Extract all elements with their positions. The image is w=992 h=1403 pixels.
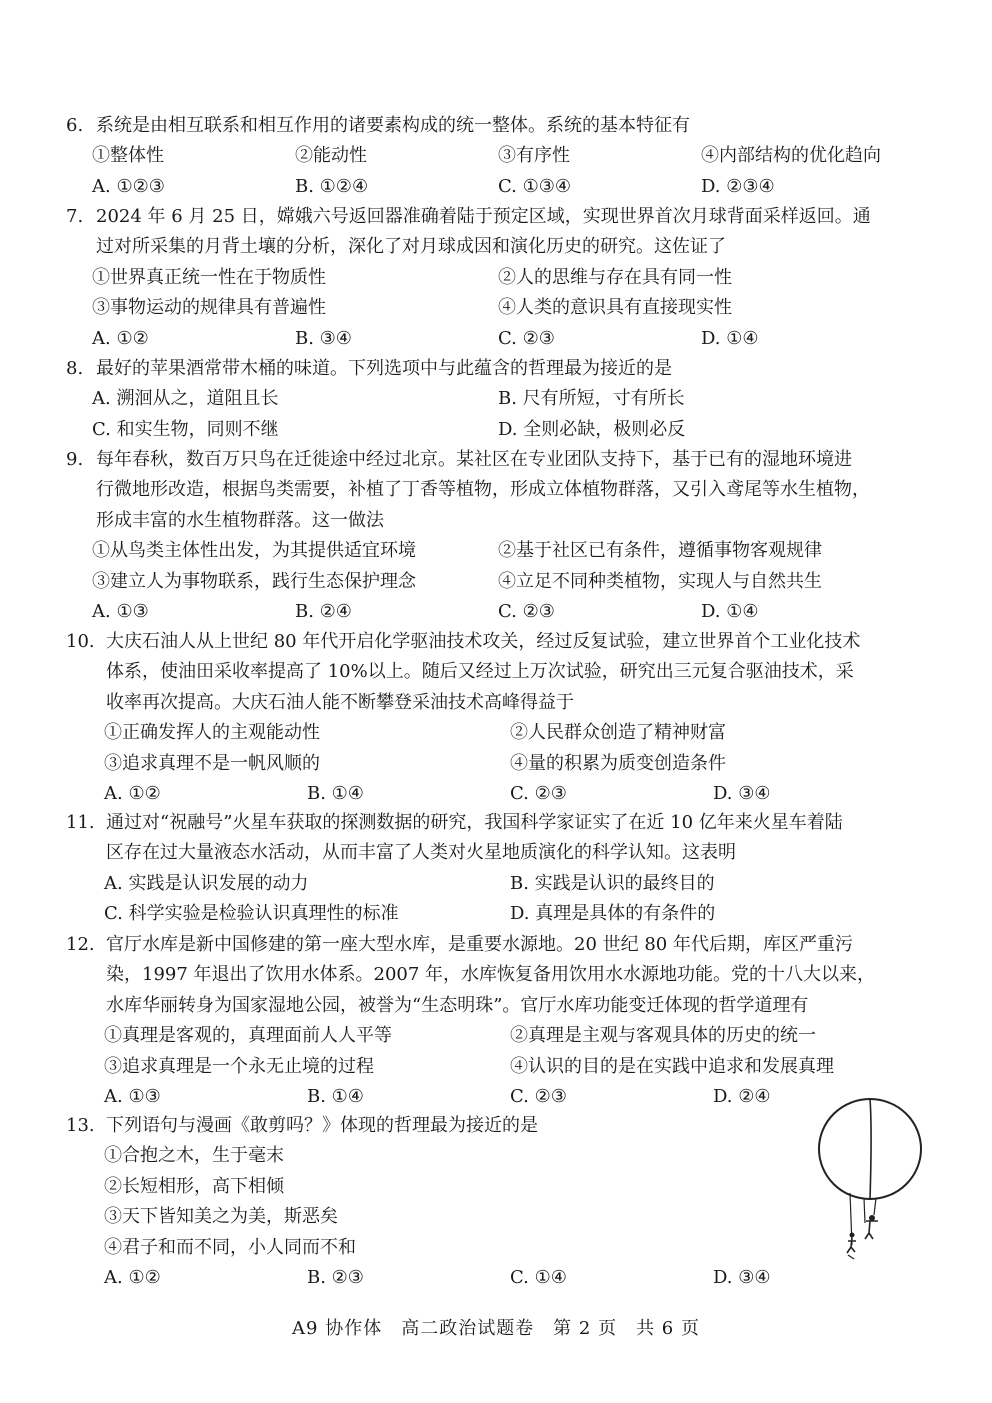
answer-option: D. ②③④ xyxy=(701,175,775,197)
answer-row xyxy=(66,172,936,202)
question-stem xyxy=(66,445,936,536)
answer-option: B. 实践是认识的最终目的 xyxy=(510,872,715,894)
answer-option: C. 科学实验是检验认识真理性的标准 xyxy=(104,903,399,925)
statement-row xyxy=(66,1233,936,1263)
question-stem xyxy=(66,930,936,1021)
statement-row xyxy=(66,718,936,748)
answer-option: B. 尺有所短，寸有所长 xyxy=(498,388,685,410)
statement: ①真理是客观的，真理面前人人平等 xyxy=(104,1025,392,1047)
statement: ③追求真理不是一帆风顺的 xyxy=(104,752,320,774)
statement-row xyxy=(66,141,936,171)
statement-row xyxy=(66,1141,936,1171)
answer-option: A. 溯洄从之，道阻且长 xyxy=(92,388,279,410)
question-7 xyxy=(66,202,936,354)
statement-row xyxy=(66,293,936,323)
statement-row xyxy=(66,567,936,597)
statement: ④认识的目的是在实践中追求和发展真理 xyxy=(510,1055,834,1077)
question-6 xyxy=(66,111,936,202)
statement: ④人类的意识具有直接现实性 xyxy=(498,297,732,319)
question-number: 11. xyxy=(66,812,95,833)
statement: ②人的思维与存在具有同一性 xyxy=(498,266,732,288)
answer-option: C. ②③ xyxy=(498,601,555,622)
answer-row xyxy=(66,779,936,809)
answer-option: A. ①② xyxy=(104,1266,161,1288)
answer-option: C. ②③ xyxy=(510,783,567,804)
answer-option: B. ②③ xyxy=(307,1266,364,1288)
stem-line: 形成丰富的水生植物群落。这一做法 xyxy=(96,509,384,531)
statement: ①世界真正统一性在于物质性 xyxy=(92,266,326,288)
answer-option: D. ②④ xyxy=(713,1086,771,1107)
statement-row xyxy=(66,1021,936,1051)
option-row xyxy=(66,869,936,899)
stem-line: 官厅水库是新中国修建的第一座大型水库，是重要水源地。20 世纪 80 年代后期，库区严重污 xyxy=(106,934,853,955)
question-stem xyxy=(66,627,936,718)
stem-line: 水库华丽转身为国家湿地公园，被誉为“生态明珠”。官厅水库功能变迁体现的哲学道理有 xyxy=(106,994,809,1016)
answer-option: C. ①③④ xyxy=(498,175,571,197)
answer-row xyxy=(66,1263,936,1293)
stem-line: 2024 年 6 月 25 日，嫦娥六号返回器准确着陆于预定区域，实现世界首次月球背面采样返回。通 xyxy=(96,206,871,227)
answer-option: D. ①④ xyxy=(701,601,759,622)
stem-line: 每年春秋，数百万只鸟在迁徙途中经过北京。某社区在专业团队支持下，基于已有的湿地环境进 xyxy=(96,449,852,470)
option-row xyxy=(66,384,936,414)
statement: ③建立人为事物联系，践行生态保护理念 xyxy=(92,570,416,592)
question-13 xyxy=(66,1111,936,1293)
stem-line: 体系，使油田采收率提高了 10%以上。随后又经过上万次试验，研究出三元复合驱油技术，采 xyxy=(106,661,854,683)
stem-line: 染，1997 年退出了饮用水体系。2007 年，水库恢复备用饮用水水源地功能。党的十八大以来， xyxy=(106,964,876,986)
question-stem xyxy=(66,354,936,384)
answer-option: D. ①④ xyxy=(701,327,759,349)
answer-option: A. ①②③ xyxy=(92,175,165,197)
answer-option: A. ①② xyxy=(104,783,161,804)
answer-option: B. ①④ xyxy=(307,1086,364,1107)
statement: ③事物运动的规律具有普遍性 xyxy=(92,297,326,319)
statement: ④内部结构的优化趋向 xyxy=(701,145,881,167)
answer-option: A. ①③ xyxy=(92,601,149,622)
answer-option: B. ①④ xyxy=(307,783,364,804)
stem-line: 区存在过大量液态水活动，从而丰富了人类对火星地质演化的科学认知。这表明 xyxy=(106,842,736,864)
statement-row xyxy=(66,1052,936,1082)
question-10 xyxy=(66,627,936,809)
page-footer: A9 协作体 高二政治试题卷 第 2 页 共 6 页 xyxy=(292,1318,700,1339)
statement: ②人民群众创造了精神财富 xyxy=(510,722,726,744)
answer-option: B. ②④ xyxy=(295,601,352,622)
statement: ③追求真理是一个永无止境的过程 xyxy=(104,1055,374,1077)
statement: ②真理是主观与客观具体的历史的统一 xyxy=(510,1025,816,1047)
stem-line: 通过对“祝融号”火星车获取的探测数据的研究，我国科学家证实了在近 10 亿年来火星车着陆 xyxy=(106,812,843,833)
stem-line: 下列语句与漫画《敢剪吗？》体现的哲理最为接近的是 xyxy=(106,1115,538,1136)
question-number: 8. xyxy=(66,358,84,379)
statement: ③天下皆知美之为美，斯恶矣 xyxy=(104,1206,338,1228)
answer-option: D. ③④ xyxy=(713,783,771,804)
answer-row xyxy=(66,324,936,354)
statement: ④量的积累为质变创造条件 xyxy=(510,752,726,774)
question-11 xyxy=(66,808,936,930)
answer-option: A. ①② xyxy=(92,327,149,349)
stem-line: 系统是由相互联系和相互作用的诸要素构成的统一整体。系统的基本特征有 xyxy=(96,115,690,136)
answer-option: C. ①④ xyxy=(510,1266,567,1288)
question-9 xyxy=(66,445,936,627)
question-number: 10. xyxy=(66,631,95,652)
stem-line: 大庆石油人从上世纪 80 年代开启化学驱油技术攻关，经过反复试验，建立世界首个工业化技术 xyxy=(106,631,861,652)
question-number: 7. xyxy=(66,206,84,227)
question-12 xyxy=(66,930,936,1112)
stem-line: 收率再次提高。大庆石油人能不断攀登采油技术高峰得益于 xyxy=(106,691,574,713)
question-stem xyxy=(66,202,936,263)
option-row xyxy=(66,415,936,445)
statement: ①合抱之木，生于毫末 xyxy=(104,1145,284,1167)
answer-row xyxy=(66,597,936,627)
answer-option: B. ①②④ xyxy=(295,175,369,197)
option-row xyxy=(66,899,936,929)
stem-line: 行微地形改造，根据鸟类需要，补植了丁香等植物，形成立体植物群落，又引入鸢尾等水生植物， xyxy=(96,479,870,501)
question-stem xyxy=(66,1111,936,1141)
answer-option: B. ③④ xyxy=(295,327,352,349)
statement-row xyxy=(66,1172,936,1202)
answer-row xyxy=(66,1082,936,1112)
question-number: 12. xyxy=(66,934,95,955)
answer-option: C. 和实生物，同则不继 xyxy=(92,418,279,440)
answer-option: C. ②③ xyxy=(510,1086,567,1107)
statement: ②长短相形，高下相倾 xyxy=(104,1175,284,1197)
answer-option: C. ②③ xyxy=(498,327,555,349)
question-8 xyxy=(66,354,936,445)
statement: ①从鸟类主体性出发，为其提供适宜环境 xyxy=(92,540,416,562)
answer-option: A. 实践是认识发展的动力 xyxy=(104,872,309,894)
statement-row xyxy=(66,749,936,779)
statement: ③有序性 xyxy=(498,145,570,167)
answer-option: D. 全则必缺，极则必反 xyxy=(498,418,686,440)
question-stem xyxy=(66,111,936,141)
statement: ①正确发挥人的主观能动性 xyxy=(104,722,320,744)
answer-option: A. ①③ xyxy=(104,1086,161,1107)
statement: ④君子和而不同，小人同而不和 xyxy=(104,1236,356,1258)
answer-option: D. ③④ xyxy=(713,1266,771,1288)
question-number: 9. xyxy=(66,449,84,470)
statement: ②基于社区已有条件，遵循事物客观规律 xyxy=(498,540,822,562)
statement-row xyxy=(66,1202,936,1232)
question-stem xyxy=(66,808,936,869)
statement-row xyxy=(66,263,936,293)
answer-option: D. 真理是具体的有条件的 xyxy=(510,903,716,925)
statement: ①整体性 xyxy=(92,145,164,167)
statement: ②能动性 xyxy=(295,145,367,167)
statement: ④立足不同种类植物，实现人与自然共生 xyxy=(498,570,822,592)
question-number: 6. xyxy=(66,115,84,136)
cartoon-illustration xyxy=(814,1097,924,1277)
statement-row xyxy=(66,536,936,566)
question-number: 13. xyxy=(66,1115,95,1136)
stem-line: 过对所采集的月背土壤的分析，深化了对月球成因和演化历史的研究。这佐证了 xyxy=(96,236,726,258)
stem-line: 最好的苹果酒常带木桶的味道。下列选项中与此蕴含的哲理最为接近的是 xyxy=(96,358,672,379)
